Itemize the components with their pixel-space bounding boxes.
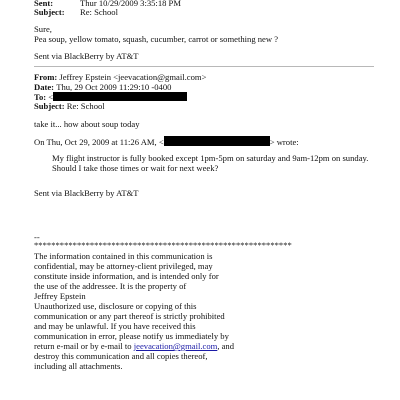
- subject-label-top: Subject:: [34, 7, 65, 17]
- subject-value: Re: School: [66, 101, 105, 111]
- reply1-body: Pea soup, yellow tomato, squash, cucumber, carrot or something new ?: [34, 34, 279, 44]
- subject-row: [34, 101, 105, 111]
- to-prefix: <: [48, 92, 54, 102]
- disclaimer-line: including all attachments.: [34, 361, 123, 371]
- email-link[interactable]: jeevacation@gmail.com: [133, 341, 218, 351]
- subject-value-top: Re: School: [80, 7, 118, 17]
- disclaimer-line: Jeffrey Epstein: [34, 291, 86, 301]
- from-label: From:: [34, 72, 58, 82]
- footer-dashes: --: [34, 232, 40, 242]
- disclaimer-line: and may be unlawful. If you have received this: [34, 321, 196, 331]
- disclaimer-line: constitute inside information, and is intended only for: [34, 271, 219, 281]
- from-value: Jeffrey Epstein <jeevacation@gmail.com>: [59, 72, 207, 82]
- redaction-sender: [164, 136, 270, 146]
- separator-line: [34, 66, 374, 67]
- reply2-body: take it... how about soup today: [34, 119, 140, 129]
- quote-line-2: Should I take those times or wait for next week?: [52, 163, 219, 173]
- disclaimer-line: confidential, may be attorney-client privileged, may: [34, 261, 213, 271]
- quote-intro-suffix: > wrote:: [269, 137, 299, 147]
- reply1-signature: Sent via BlackBerry by AT&T: [34, 51, 139, 61]
- subject-label: Subject:: [34, 101, 65, 111]
- date-row: [34, 82, 171, 92]
- disclaimer-line: Unauthorized use, disclosure or copying of this: [34, 301, 197, 311]
- disclaimer-line: communication or any part thereof is strictly prohibited: [34, 311, 225, 321]
- disclaimer-line: the use of the addressee. It is the property of: [34, 281, 187, 291]
- disclaimer-line: destroy this communication and all copies thereof,: [34, 351, 208, 361]
- footer-stars: ************************************************************: [34, 240, 292, 250]
- return-suffix: , and: [217, 341, 235, 351]
- quote-intro-prefix: On Thu, Oct 29, 2009 at 11:26 AM, <: [34, 137, 164, 147]
- reply2-signature: Sent via BlackBerry by AT&T: [34, 188, 139, 198]
- quote-line-1: My flight instructor is fully booked except 1pm-5pm on saturday and 9am-12pm on sunday.: [52, 153, 369, 163]
- return-prefix: return e-mail or by e-mail to: [34, 341, 134, 351]
- sent-value: Thur 10/29/2009 3:35:18 PM: [80, 0, 181, 8]
- subject-row-top: [34, 7, 118, 17]
- redaction-to: [53, 92, 187, 101]
- reply1-greeting: Sure,: [34, 24, 52, 34]
- from-row: [34, 72, 206, 82]
- disclaimer-line: The information contained in this communication is: [34, 251, 213, 261]
- date-label: Date:: [34, 82, 55, 92]
- sent-label: Sent:: [34, 0, 54, 8]
- quote-intro: [34, 136, 299, 147]
- date-value: Thu, 29 Oct 2009 11:29:10 -0400: [56, 82, 172, 92]
- to-label: To:: [34, 92, 47, 102]
- disclaimer-line: communication in error, please notify us immediately by: [34, 331, 229, 341]
- disclaimer-return-line: [34, 341, 234, 351]
